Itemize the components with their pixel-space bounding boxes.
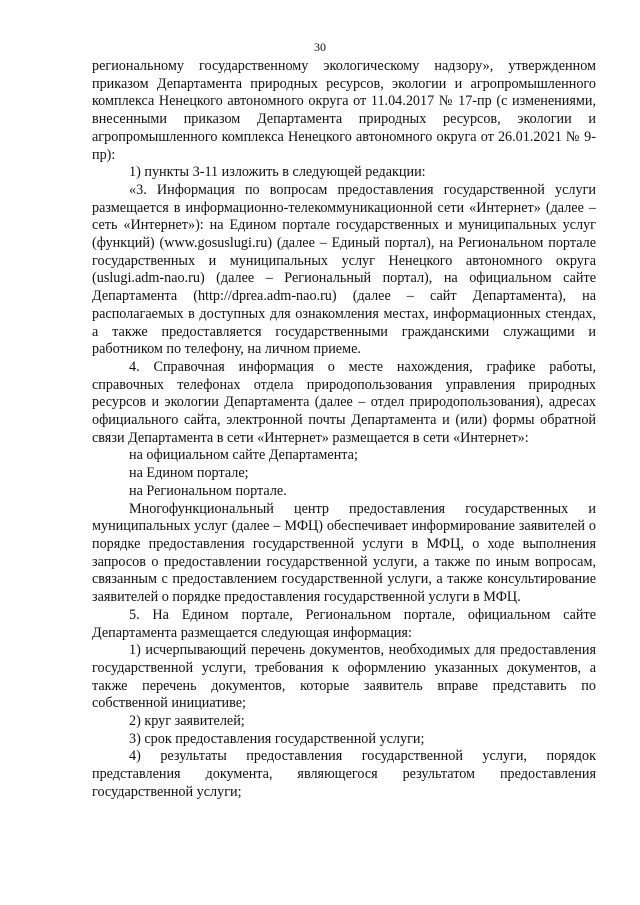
page-number: 30 [314, 40, 326, 54]
list-item-term: 3) срок предоставления государственной услуги; [129, 730, 425, 747]
list-item-documents: 1) исчерпывающий перечень документов, необходимых для предоставления государственной услуги, требования к оформлению указанных документов, а также перечень документов, которые заявитель вправе представить по собственной инициативе; [92, 642, 596, 712]
paragraph-intro: региональному государственному экологическому надзору», утвержденном приказом Департамента природных ресурсов, экологии и агропромышленного комплекса Ненецкого автономного округа от 11.04.2017 № 17-пр (с изменениями, внесенными приказом Департамента природных ресурсов, экологии и агропромышленного комплекса Ненецкого автономного округа от 26.01.2021 № 9-пр): [92, 58, 596, 163]
paragraph-item-1: 1) пункты 3-11 изложить в следующей редакции: [129, 164, 426, 181]
paragraph-point-4: 4. Справочная информация о месте нахождения, графике работы, справочных телефонах отдела природопользования управления природных ресурсов и экологии Департамента (далее – отдел природопользования), адресах официального сайта, электронной почты Департамента и (или) формы обратной связи Департамента в сети «Интернет» размещается в сети «Интернет»: [92, 358, 596, 446]
paragraph-point-5: 5. На Едином портале, Региональном портале, официальном сайте Департамента размещается следующая информация: [92, 606, 596, 641]
list-item-regional-portal: на Региональном портале. [129, 482, 287, 499]
paragraph-point-3: «3. Информация по вопросам предоставления государственной услуги размещается в информационно-телекоммуникационной сети «Интернет» (далее – сеть «Интернет»): на Едином портале государственных и муниципальных услуг (функций) (www.gosuslugi.ru) (далее – Единый портал), на Региональном портале государственных и муниципальных услуг Ненецкого автономного округа (uslugi.adm-nao.ru) (далее – Региональный портал), на официальном сайте Департамента (http://dprea.adm-nao.ru) (далее – сайт Департамента), на располагаемых в доступных для ознакомления местах, информационных стендах, а также предоставляется государственными гражданскими служащими и работником по телефону, на личном приеме. [92, 181, 596, 358]
document-body [92, 58, 596, 802]
list-item-unified-portal: на Едином портале; [129, 465, 249, 482]
list-item-applicants: 2) круг заявителей; [129, 713, 245, 730]
paragraph-mfc: Многофункциональный центр предоставления государственных и муниципальных услуг (далее – МФЦ) обеспечивает информирование заявителей о порядке предоставления государственной услуги в МФЦ, о ходе выполнения запросов о предоставлении государственной услуги, а также по иным вопросам, связанным с предоставлением государственной услуги, а также консультирование заявителей о порядке предоставления государственной услуги в МФЦ. [92, 500, 596, 606]
list-item-official-site: на официальном сайте Департамента; [129, 447, 358, 464]
list-item-results: 4) результаты предоставления государственной услуги, порядок представления документа, являющегося результатом предоставления государственной услуги; [92, 748, 596, 800]
